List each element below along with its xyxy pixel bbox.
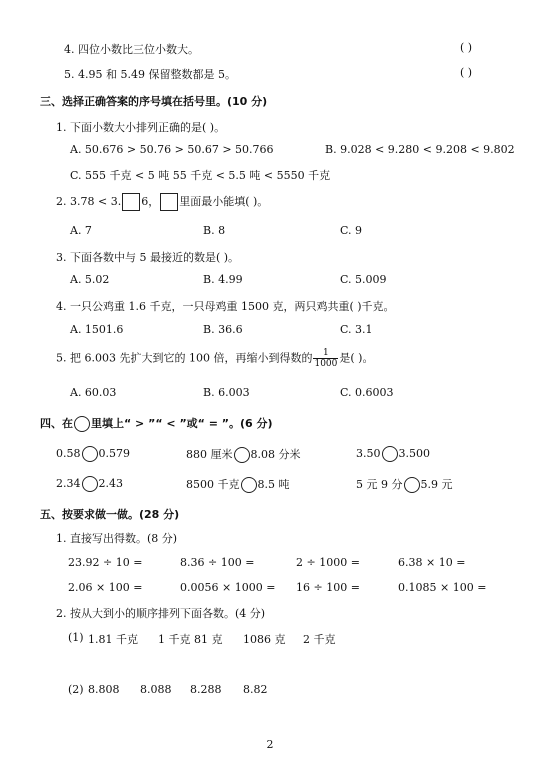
section4-title [40,415,273,432]
s5-q2-stem: 2. 按从大到小的顺序排列下面各数。(4 分) [56,607,266,620]
compare-circle[interactable] [82,446,98,462]
calc-item[interactable]: 2.06 × 100 = [68,581,143,594]
page-number: 2 [266,738,274,751]
judge-q4-answer-paren[interactable]: ( ) [460,41,473,54]
compare-item-1 [56,446,130,462]
s3-q3-stem: 3. 下面各数中与 5 最接近的数是( )。 [56,251,240,264]
order-item: 8.088 [140,683,172,696]
section4-title-part2: 里填上“ > ”“ < ”或“ = ”。(6 分) [91,417,273,430]
order-item: 8.82 [243,683,268,696]
compare-circle[interactable] [82,476,98,492]
fraction [313,348,338,369]
order-group-1-label: (1) [68,631,84,644]
s3-q2-option-b[interactable]: B. 8 [203,224,226,237]
compare-item-2 [186,446,301,463]
calc-item[interactable]: 8.36 ÷ 100 = [180,556,255,569]
s3-q3-option-b[interactable]: B. 4.99 [203,273,243,286]
compare-item-5 [186,476,290,493]
judge-q4: 4. 四位小数比三位小数大。 [64,43,199,56]
order-item: 1 千克 81 克 [158,633,223,646]
circle-symbol [74,416,90,432]
compare-right: 0.579 [98,447,130,460]
answer-box-ref [160,193,178,211]
calc-item[interactable]: 16 ÷ 100 = [296,581,360,594]
compare-right: 5.9 元 [420,478,453,491]
section3-title: 三、选择正确答案的序号填在括号里。(10 分) [40,95,268,108]
order-item: 1.81 千克 [88,633,138,646]
s5-q1-stem: 1. 直接写出得数。(8 分) [56,532,178,545]
s3-q2-part2: 6， [141,195,160,208]
judge-q5: 5. 4.95 和 5.49 保留整数都是 5。 [64,68,236,81]
s3-q2-stem [56,193,268,211]
compare-circle[interactable] [382,446,398,462]
s3-q5-part2: 是( )。 [339,351,374,365]
s3-q5-stem [56,348,373,369]
compare-right: 8.08 分米 [250,448,301,461]
calc-item[interactable]: 2 ÷ 1000 = [296,556,360,569]
s3-q1-option-b[interactable]: B. 9.028 < 9.280 < 9.208 < 9.802 [325,143,515,156]
s3-q3-option-c[interactable]: C. 5.009 [340,273,387,286]
compare-left: 8500 千克 [186,478,240,491]
s3-q2-part1: 2. 3.78 < 3. [56,195,122,208]
compare-item-6 [356,476,453,493]
order-item: 1086 克 [243,633,286,646]
compare-right: 3.500 [398,447,430,460]
order-item: 8.288 [190,683,222,696]
compare-left: 2.34 [56,477,81,490]
s3-q4-option-b[interactable]: B. 36.6 [203,323,243,336]
compare-left: 0.58 [56,447,81,460]
section5-title: 五、按要求做一做。(28 分) [40,508,180,521]
compare-item-4 [56,476,123,492]
s3-q3-option-a[interactable]: A. 5.02 [70,273,110,286]
calc-item[interactable]: 0.1085 × 100 = [398,581,487,594]
compare-left: 880 厘米 [186,448,233,461]
compare-circle[interactable] [234,447,250,463]
compare-circle[interactable] [241,477,257,493]
s3-q1-stem: 1. 下面小数大小排列正确的是( )。 [56,121,226,134]
compare-left: 5 元 9 分 [356,478,403,491]
s3-q1-option-c[interactable]: C. 555 千克 < 5 吨 55 千克 < 5.5 吨 < 5550 千克 [70,169,331,182]
calc-item[interactable]: 6.38 × 10 = [398,556,466,569]
s3-q4-stem: 4. 一只公鸡重 1.6 千克，一只母鸡重 1500 克，两只鸡共重( )千克。 [56,300,395,313]
s3-q5-option-b[interactable]: B. 6.003 [203,386,250,399]
calc-item[interactable]: 23.92 ÷ 10 = [68,556,143,569]
s3-q2-option-c[interactable]: C. 9 [340,224,363,237]
compare-right: 2.43 [98,477,123,490]
compare-item-3 [356,446,430,462]
order-group-2-label: (2) [68,683,84,696]
section4-title-part1: 四、在 [40,417,73,430]
s3-q5-option-c[interactable]: C. 0.6003 [340,386,394,399]
s3-q2-option-a[interactable]: A. 7 [70,224,92,237]
compare-right: 8.5 吨 [257,478,290,491]
fraction-denominator: 1000 [314,359,338,369]
compare-left: 3.50 [356,447,381,460]
judge-q5-answer-paren[interactable]: ( ) [460,66,473,79]
order-item: 8.808 [88,683,120,696]
s3-q4-option-c[interactable]: C. 3.1 [340,323,373,336]
fraction-numerator: 1 [313,348,338,359]
s3-q5-part1: 5. 把 6.003 先扩大到它的 100 倍，再缩小到得数的 [56,351,313,365]
answer-box[interactable] [122,193,140,211]
order-item: 2 千克 [303,633,336,646]
s3-q2-part3: 里面最小能填( )。 [179,195,269,208]
calc-item[interactable]: 0.0056 × 1000 = [180,581,276,594]
s3-q1-option-a[interactable]: A. 50.676 > 50.76 > 50.67 > 50.766 [70,143,274,156]
s3-q4-option-a[interactable]: A. 1501.6 [70,323,124,336]
s3-q5-option-a[interactable]: A. 60.03 [70,386,117,399]
compare-circle[interactable] [404,477,420,493]
